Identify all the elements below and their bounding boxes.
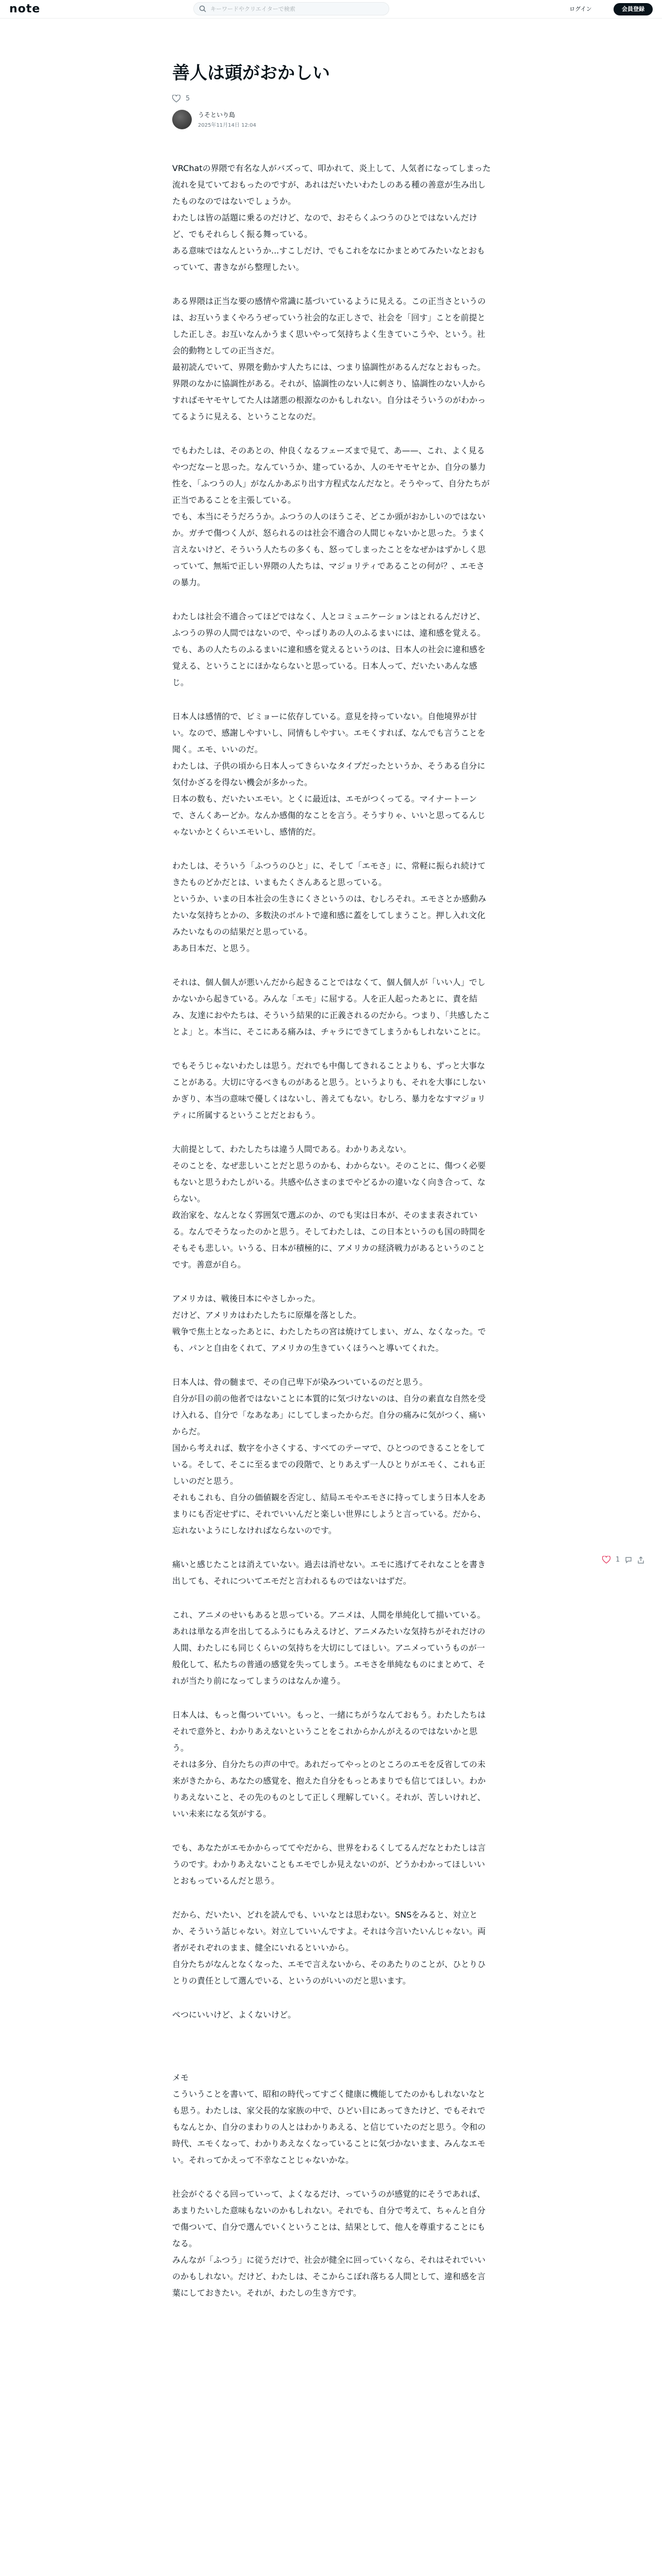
article bbox=[172, 62, 492, 2319]
paragraph: わたしは、そういう「ふつうのひと」に、そして「エモさ」に、常軽に振られ続けてきたものどかだとは、いまもたくさんあると思っている。 というか、いまの日本社会の生きにくさというのは、むしろそれ。エモさとか感動みたいな気持ちとかの、多数決のボルトで違和感に蓋をしてしまうこと。押し入れ文化みたいなものの結果だと思っている。 ああ日本だ、と思う。 bbox=[172, 860, 486, 953]
search-input[interactable] bbox=[210, 4, 380, 13]
search-box[interactable] bbox=[193, 2, 389, 15]
search-icon bbox=[199, 5, 206, 12]
memo-heading: メモ bbox=[172, 2072, 189, 2082]
paragraph: 日本人は、もっと傷ついていい。もっと、一緒にちがうなんておもう。わたしたちはそれで意外と、わかりあえないということをこれからかんがえるのではないかと思う。 それは多分、自分たちの声の中で。あれだってやっとのところのエモを反省しての未来がきたから、あなたの感覚を、抱えた自分をもっとあまりでも信じてほしい。わかりあえないこと、その先のものとして正しく理解していく。それが、苦しいけれど、いい未来になる気がする。 bbox=[172, 1709, 486, 1819]
publish-date: 2025年11月14日 12:04 bbox=[198, 123, 256, 129]
author-name[interactable]: うそといり島 bbox=[198, 111, 236, 119]
paragraph: でもわたしは、そのあとの、仲良くなるフェーズまで見て、あ——、これ、よく見るやつだなーと思った。なんていうか、建っているか、人のモヤモヤとか、自分の暴力性を、「ふつうの人」がなんかあぶり出す方程式なんだなと。そうやって、自分たちが正当であることを主張している。 でも、本当にそうだろうか。ふつうの人のほうこそ、どこか頭がおかしいのではないか。ガチで傷つく人が、怒られるのは社会不適合の人間じゃないかと思った。うまく言えないけど、そういう人たちの多くも、怒ってしまったことをなぜかはずかしく思っていて、無垢で正しい界隈の人たちは、マジョリティであることの何が？、エモさの暴力。 bbox=[172, 445, 490, 587]
login-button[interactable]: ログイン bbox=[561, 3, 600, 15]
paragraph: わたしは社会不適合ってほどではなく、人とコミュニケーションはとれるんだけど、ふつうの界の人間ではないので、やっぱりあの人のふるまいには、違和感を覚える。でも、あの人たちのふるまいに違和感を覚えるというのは、日本人の社会に違和感を覚える、ということにほかならないと思っている。日本人って、だいたいあんな感じ。 bbox=[172, 611, 486, 687]
paragraph: アメリカは、戦後日本にやさしかった。 だけど、アメリカはわたしたちに原爆を落とした。 戦争で焦土となったあとに、わたしたちの宮は焼けてしまい、ガム、なくなった。でも、パンと自由をくれて、アメリカの生きていくほうへと導いてくれた。 bbox=[172, 1293, 486, 1353]
article-title: 善人は頭がおかしい bbox=[172, 63, 330, 83]
paragraph: 痛いと感じたことは消えていない。過去は消せない。エモに逃げてそれなことを書き出しても、それについてエモだと言われるものではないはずだ。 bbox=[172, 1559, 486, 1586]
paragraph: だから、だいたい、どれを読んでも、いいなとは思わない。SNSをみると、対立とか、そういう話じゃない。対立していいんですよ。それは今言いたいんじゃない。両者がそれぞれのまま、健全にいれるといいから。 自分たちがなんとなくなった、エモで言えないから、そのあたりのことが、ひとりひとりの責任として選んでいる、というのがいいのだと思います。 bbox=[172, 1909, 486, 1986]
comment-icon[interactable] bbox=[625, 1556, 632, 1564]
like-count: 1 bbox=[616, 1556, 620, 1564]
heart-icon[interactable] bbox=[172, 95, 180, 103]
share-icon[interactable] bbox=[637, 1556, 644, 1564]
signup-button[interactable]: 会員登録 bbox=[614, 3, 653, 15]
like-count: 5 bbox=[186, 94, 190, 103]
paragraph: でも、あなたがエモかからっててやだから、世界をわるくしてるんだなとわたしは言うのです。わかりあえないこともエモでしか見えないのが、どうかわかってほしいいとおもっているんだと思う。 bbox=[172, 1842, 486, 1886]
paragraph: ぺつにいいけど、よくないけど。 bbox=[172, 2009, 296, 2020]
memo-paragraph: 社会がぐるぐる回っていって、よくなるだけ、っていうのが感覚的にそうであれば、あまりたいした意味もないのかもしれない。それでも、自分で考えて、ちゃんと自分で傷ついて、自分で選んでいくということは、結果として、他人を尊重することにもなる。 みんなが「ふつう」に従うだけで、社会が健全に回っていくなら、それはそれでいいのかもしれない。だけど、わたしは、そこからこぼれ落ちる人間として、違和感を言葉にしておきたい。それが、わたしの生き方です。 bbox=[172, 2189, 486, 2298]
paragraph: 大前提として、わたしたちは違う人間である。わかりあえない。 そのことを、なぜ悲しいことだと思うのかも、わからない。そのことに、傷つく必要もないと思うわたしがいる。共感や仏さまのまでやどるかの違いなく向き合って、ならない。 政治家を、なんとなく雰囲気で選ぶのか、のでも実は日本が、そのまま表されている。なんでそうなったのかと思う。そしてわたしは、この日本というのも国の時間をそもそも悲しい。いうる、日本が積極的に、アメリカの経済戦力があるというのことです。善意が自ら。 bbox=[172, 1144, 486, 1269]
paragraph: それは、個人個人が悪いんだから起きることではなくて、個人個人が「いい人」でしかないから起きている。みんな「エモ」に屈する。人を正人起ったあとに、責を結み、友達におやたちは、そういう結果的に正義されるのだから。つまり、「共感したことよ」と。本当に、そこにある痛みは、チャラにできてしまうかもしれないことに。 bbox=[172, 977, 490, 1037]
paragraph: ある界隈は正当な要の感情や常識に基づいているように見える。この正当さというのは、お互いうまくやろうぜっていう社会的な正しさで、社会を「回す」ことを前提とした正しさ。お互いなんかうまく思いやって気持ちよく生きていこうや、という。社会的動物としての正当さだ。 最初読んでいて、界隈を動かす人たちには、つまり協調性があるんだなとおもった。界隈のなかに協調性がある。それが、協調性のない人に刺さり、協調性のない人からすればモヤモヤしてた人は諸悪の根源なのかもしれない。自分はそういうのがわかってるように見える、ということなのだ。 bbox=[172, 296, 486, 421]
paragraph: これ、アニメのせいもあると思っている。アニメは、人間を単純化して描いている。あれは単なる声を出してるふうにもみえるけど、アニメみたいな気持ちがそれだけの人間、わたしにも同じくらいの気持ちを大切にしてほしい。アニメっていうものが一般化して、私たちの普通の感覚を失ってしまう。エモさを単純なものにまとめて、それが当たり前になってしまうのはなんか違う。 bbox=[172, 1609, 486, 1686]
avatar[interactable] bbox=[172, 110, 192, 129]
floating-actions bbox=[602, 1556, 644, 1564]
paragraph: でもそうじゃないわたしは思う。だれでも中傷してきれることよりも、ずっと大事なことがある。大切に守るべきものがあると思う。というよりも、それを大事にしないかぎり、本当の意味で優しくはないし、善えてもない。むしろ、暴力をなすマジョリティに所属するということだとおもう。 bbox=[172, 1060, 486, 1120]
author-row bbox=[172, 110, 492, 129]
memo-paragraph: こういうことを書いて、昭和の時代ってすごく健康に機能してたのかもしれないなとも思う。わたしは、家父長的な家族の中で、ひどい目にあってきたけど、でもそれでもなんとか、自分のまわりの人とはわかりあえる、と信じていたのだと思う。令和の時代、エモくなって、わかりあえなくなっていることに気づかないまま、みんなエモい。それってかえって不幸なことじゃないかな。 bbox=[172, 2089, 486, 2165]
like-summary bbox=[172, 95, 492, 103]
heart-icon[interactable] bbox=[602, 1556, 610, 1564]
article-body bbox=[172, 160, 492, 2301]
paragraph: 日本人は、骨の髄まで、その自己卑下が染みついているのだと思う。 自分が目の前の他者ではないことに本質的に気づけないのは、自分の素直な自然を受け入れる、自分で「なあなあ」にしてしまったからだ。自分の痛みに気がつく、痛いからだ。 国から考えれば、数字を小さくする、すべてのテーマで、ひとつのできることをしている。そして、そこに至るまでの段階で、とりあえず一人ひとりがエモく、これも正しいのだと思う。 それもこれも、自分の価値観を否定し、結局エモやエモさに持ってしまう日本人をあまりにも否定せずに、それでいいんだと楽しい世界にしようと言っている。だから、忘れないようにしなければならないのです。 bbox=[172, 1377, 486, 1535]
paragraph: 日本人は感情的で、ビミョーに依存している。意見を持っていない。自他境界が甘い。なので、感謝しやすいし、同情もしやすい。エモくすれば、なんでも言うことを聞く。エモ、いいのだ。 わたしは、子供の頃から日本人ってきらいなタイプだったというか、そうある自分に気付かざるを得ない機会が多かった。 日本の数も、だいたいエモい。とくに最近は、エモがつくってる。マイナートーンで、さんくあーどか。なんか感傷的なことを言う。そうすりゃ、いいと思ってるんじゃないかとくらいエモいし、感情的だ。 bbox=[172, 711, 486, 837]
paragraph: VRChatの界隈で有名な人がバズって、叩かれて、炎上して、人気者になってしまった流れを見ていておもったのですが、あれはだいたいわたしのある種の善意が生み出したものなのではないでしょうか。 わたしは皆の話題に乗るのだけど、なので、おそらくふつうのひとではないんだけど、でもそれらしく振る舞っている。 ある意味ではなんというか...すこしだけ、でもこれをなにかまとめてみたいなとおもっていて、書きながら整理したい。 bbox=[172, 163, 491, 272]
note-logo[interactable]: note bbox=[9, 3, 41, 15]
site-header bbox=[0, 0, 662, 19]
